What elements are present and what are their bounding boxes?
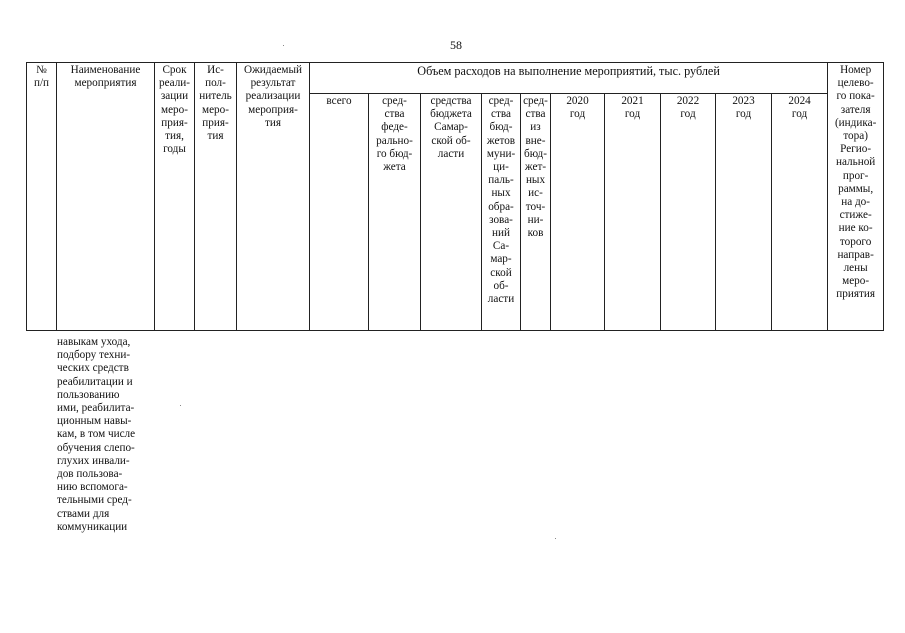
header-row-1 [27, 63, 884, 94]
header-2022: 2022 год [661, 94, 716, 331]
header-2024: 2024 год [772, 94, 828, 331]
header-num: № п/п [27, 63, 57, 331]
expenses-table [26, 62, 884, 331]
header-2023: 2023 год [716, 94, 772, 331]
header-result: Ожидаемый результат реализации мероприя- тия [237, 63, 310, 331]
header-executor: Ис- пол- нитель меро- прия- тия [195, 63, 237, 331]
header-extra: сред- ства из вне- бюд- жет- ных ис- точ- ни- ков [521, 94, 551, 331]
header-name: Наименование мероприятия [57, 63, 155, 331]
header-regional: средства бюджета Самар- ской об- ласти [421, 94, 482, 331]
scan-speck [180, 405, 181, 406]
header-municipal: сред- ства бюд- жетов муни- ци- паль- ных обра- зова- ний Са- мар- ской об- ласти [482, 94, 521, 331]
header-2021: 2021 год [605, 94, 661, 331]
page-number: 58 [450, 38, 462, 52]
header-indicator: Номер целево- го пока- зателя (индика- тора) Регио- нальной прог- раммы, на до- стиже- ние ко- торого направ- лены меро- приятия [828, 63, 884, 331]
scan-speck [555, 538, 556, 539]
document-sheet [26, 62, 884, 331]
header-total: всего [310, 94, 369, 331]
header-2020: 2020 год [551, 94, 605, 331]
header-expenses-group: Объем расходов на выполнение мероприятий, тыс. рублей [310, 63, 828, 94]
scan-speck [283, 45, 284, 46]
header-term: Срок реали- зации меро- прия- тия, годы [155, 63, 195, 331]
continuation-text: навыкам ухода, подбору техни- ческих средств реабилитации и пользованию ими, реабилита- ционным навы- кам, в том числе обучения слепо- глухих инвали- дов пользова- нию вспомога- тельными сред- ствами для коммуникации [57, 336, 136, 533]
header-federal: сред- ства феде- рально- го бюд- жета [369, 94, 421, 331]
